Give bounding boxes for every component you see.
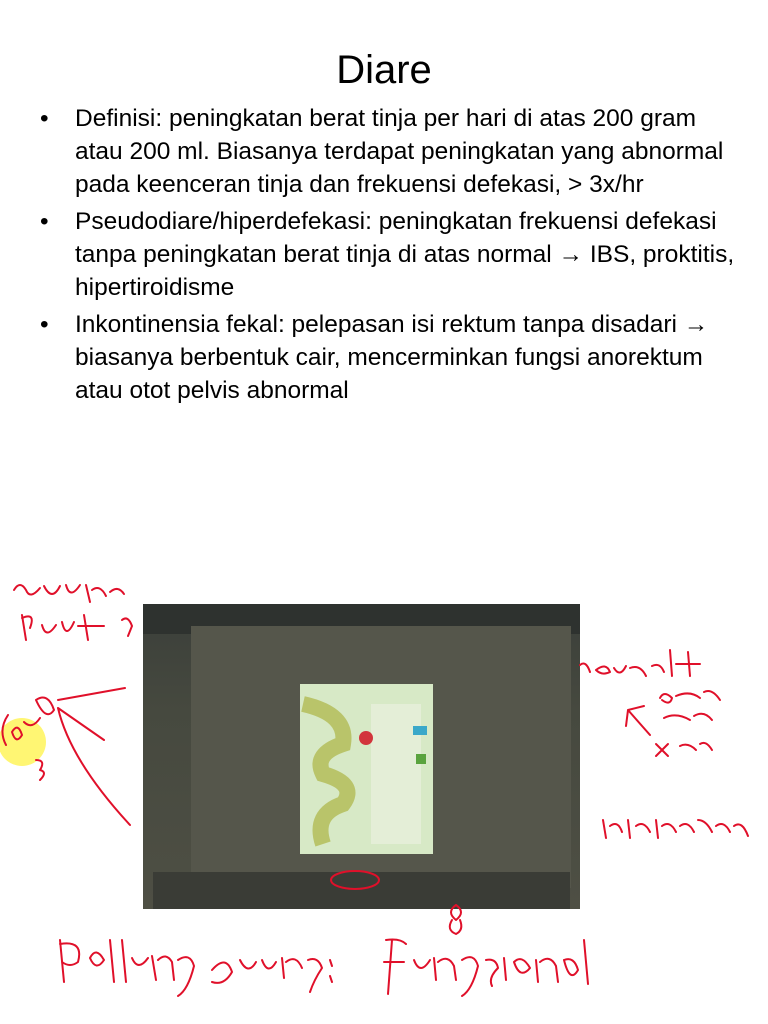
handwriting [212, 958, 332, 992]
arrow [626, 706, 650, 735]
handwriting [450, 905, 462, 934]
handwriting [580, 650, 700, 676]
bullet-text: Definisi: peningkatan berat tinja per hari di atas 200 gram atau 200 ml. Biasanya terdapat peningkatan yang abnormal pada keenceran tinja dan frekuensi defekasi, > 3x/hr [75, 105, 724, 198]
bullet-text: Inkontinensia fekal: pelepasan isi rektum tanpa disadari → biasanya berbentuk cair, mencerminkan fungsi anorektum atau otot pelvis abnormal [75, 311, 709, 404]
slide-title: Diare [336, 48, 432, 92]
handwriting [60, 940, 194, 996]
bullet-marker: • [40, 311, 49, 338]
handwriting [22, 615, 132, 640]
circle-mark [331, 871, 379, 889]
handwriting [603, 820, 748, 838]
bullet-marker: • [40, 208, 49, 235]
bullet-marker: • [40, 105, 49, 132]
bracket-line [58, 688, 130, 825]
handwriting [384, 940, 588, 997]
handwriting [656, 691, 720, 756]
handwriting [14, 585, 124, 602]
bullet-text: Pseudodiare/hiperdefekasi: peningkatan frekuensi defekasi tanpa peningkatan berat tinja di atas normal → IBS, proktitis, hipertiroidisme [75, 208, 735, 301]
highlight-mark [0, 718, 46, 766]
